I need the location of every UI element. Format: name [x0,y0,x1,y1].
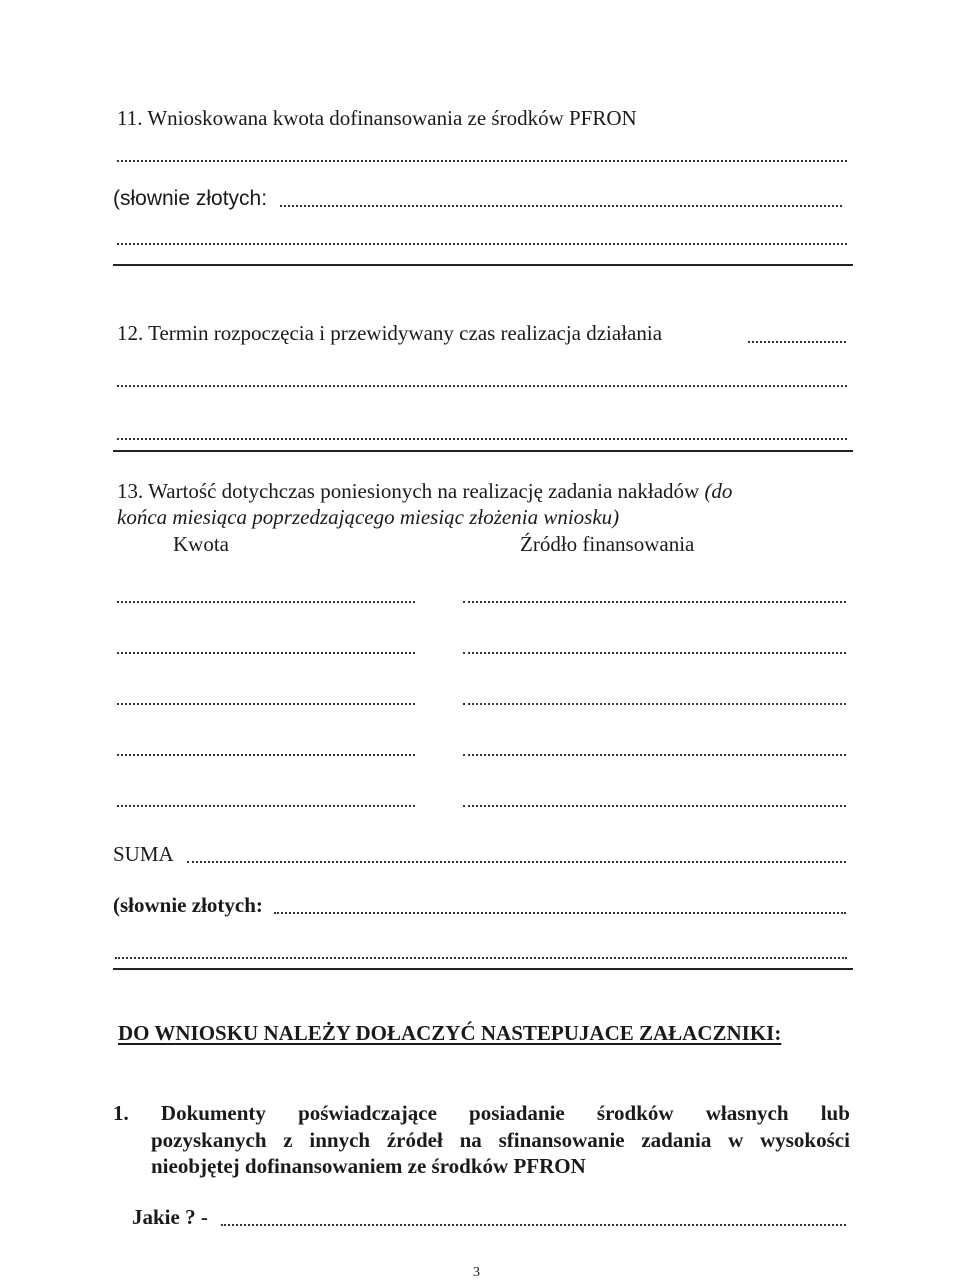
source-row-line [463,805,846,807]
amount-row-line [117,652,415,654]
amount-row-line [117,754,415,756]
section-divider [113,968,853,970]
attachment-1-line-3: nieobjętej dofinansowaniem ze środków PFRON [151,1154,586,1178]
term-line-3 [117,438,847,440]
section-13-words-label: (słownie złotych: [113,893,263,917]
amount-row-line [117,703,415,705]
amount-line [117,160,847,162]
column-amount-label: Kwota [173,532,229,556]
page-number: 3 [473,1265,480,1280]
term-line [748,341,846,343]
source-row-line [463,754,846,756]
words-line-2 [117,243,847,245]
words-line [280,205,842,207]
section-12-title: 12. Termin rozpoczęcia i przewidywany czas realizacja działania [117,321,663,345]
amount-row-line [117,805,415,807]
section-13-subtitle: końca miesiąca poprzedzającego miesiąc złożenia wniosku) [117,505,620,529]
column-source-label: Źródło finansowania [520,532,695,556]
which-line [221,1224,846,1226]
sum-label: SUMA [113,842,174,866]
section-13-title: 13. Wartość dotychczas poniesionych na realizację zadania nakładów (do [117,479,733,503]
source-row-line [463,601,846,603]
attachment-1-line-1: 1. Dokumenty poświadczające posiadanie środków własnych lub [113,1101,850,1125]
section-divider [113,264,853,266]
sum-line [187,861,846,863]
section-11-words-label: (słownie złotych: [113,187,268,210]
amount-row-line [117,601,415,603]
section-divider [113,450,853,452]
source-row-line [463,703,846,705]
sum-words-line-2 [115,957,847,959]
source-row-line [463,652,846,654]
term-line-2 [117,385,847,387]
section-11-title: 11. Wnioskowana kwota dofinansowania ze środków PFRON [117,106,637,130]
sum-words-line [274,912,846,914]
which-label: Jakie ? - [132,1205,208,1229]
attachment-1-line-2: pozyskanych z innych źródeł na sfinansowanie zadania w wysokości [151,1128,850,1152]
attachments-heading: DO WNIOSKU NALEŻY DOŁACZYĆ NASTEPUJACE ZAŁACZNIKI: [118,1021,782,1045]
